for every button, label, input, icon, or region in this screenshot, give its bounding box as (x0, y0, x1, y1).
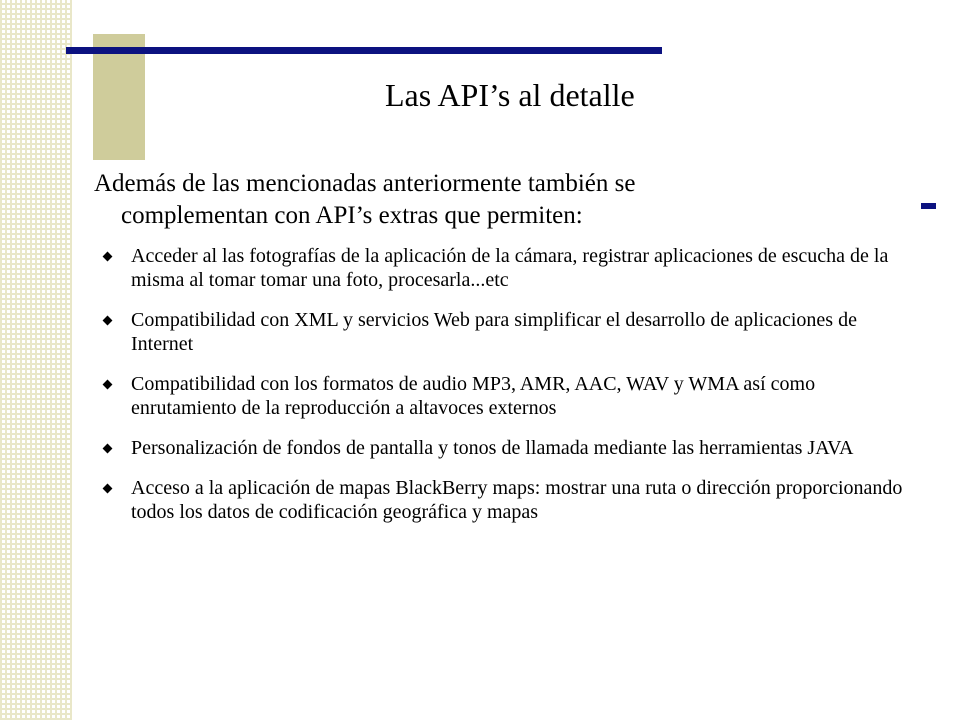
diamond-bullet-icon (103, 484, 113, 494)
intro-line-2: complementan con API’s extras que permiten: (121, 202, 583, 229)
bullet-item (102, 308, 914, 356)
bullet-item (102, 436, 914, 460)
bullet-item (102, 372, 914, 420)
side-dash-marker (921, 203, 936, 209)
intro-line-1: Además de las mencionadas anteriormente también se (94, 170, 636, 197)
title-rule (66, 47, 662, 54)
diamond-bullet-icon (103, 380, 113, 390)
bullet-item (102, 244, 914, 292)
diamond-bullet-icon (103, 444, 113, 454)
bullet-text: Acceder al las fotografías de la aplicación de la cámara, registrar aplicaciones de escucha de la misma al tomar tomar una foto, procesarla...etc (131, 245, 889, 291)
slide-title: Las API’s al detalle (385, 77, 635, 113)
bullet-list (102, 244, 914, 540)
intro-paragraph (94, 168, 854, 232)
bullet-text: Acceso a la aplicación de mapas BlackBerry maps: mostrar una ruta o dirección proporcionando todos los datos de codificación geográfica y mapas (131, 477, 903, 523)
decorative-stripe-pattern (0, 0, 72, 720)
diamond-bullet-icon (103, 252, 113, 262)
bullet-text: Personalización de fondos de pantalla y tonos de llamada mediante las herramientas JAVA (131, 437, 854, 459)
bullet-item (102, 476, 914, 524)
bullet-text: Compatibilidad con XML y servicios Web para simplificar el desarrollo de aplicaciones de Internet (131, 309, 857, 355)
bullet-text: Compatibilidad con los formatos de audio MP3, AMR, AAC, WAV y WMA así como enrutamiento de la reproducción a altavoces externos (131, 373, 816, 419)
diamond-bullet-icon (103, 316, 113, 326)
